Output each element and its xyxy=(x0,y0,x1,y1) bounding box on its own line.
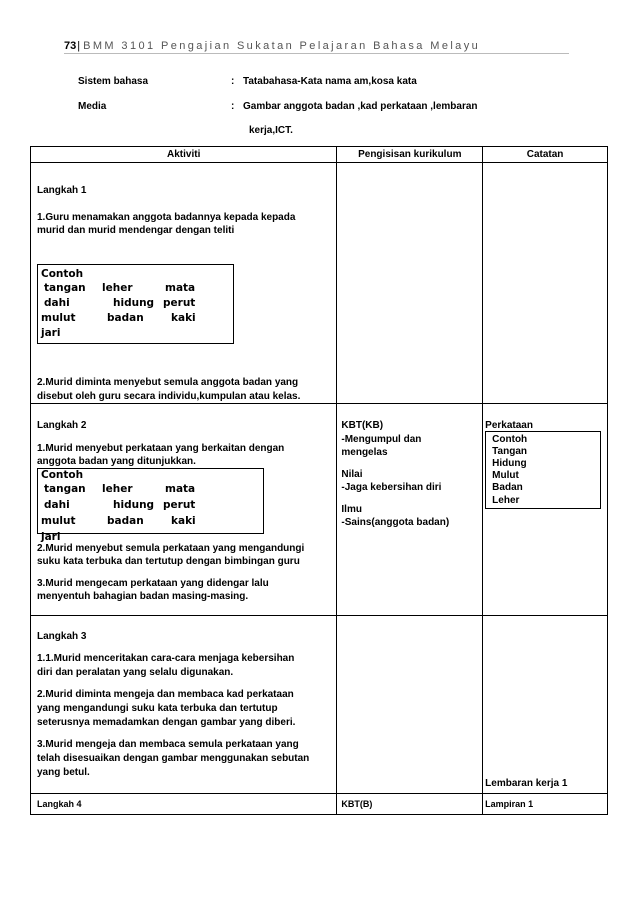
page-header xyxy=(64,40,480,52)
langkah1-example-box xyxy=(37,264,234,344)
langkah3-aktiviti-cell xyxy=(31,616,337,794)
meta-value-media: Gambar anggota badan ,kad perkataan ,lembaran xyxy=(243,101,478,112)
kurikulum-kbt: KBT(KB) xyxy=(341,420,384,431)
lesson-table xyxy=(30,146,608,815)
table-header-row xyxy=(31,147,608,163)
kurikulum-kbt-line1: -Mengumpul dan xyxy=(341,434,422,445)
table-row-langkah4 xyxy=(31,794,608,815)
kurikulum-nilai-value: -Jaga kebersihan diri xyxy=(341,482,442,493)
example-word: hidung xyxy=(113,297,155,309)
langkah4-aktiviti-cell xyxy=(31,794,337,815)
table-row-langkah3 xyxy=(31,616,608,794)
langkah2-step1-line2: anggota badan yang ditunjukkan. xyxy=(37,456,196,467)
langkah2-step3-line2: menyentuh bahagian badan masing-masing. xyxy=(37,591,249,602)
example-title: Contoh xyxy=(41,469,84,481)
kurikulum-kbt-line2: mengelas xyxy=(341,447,388,458)
langkah3-step1-line1: 1.1.Murid menceritakan cara-cara menjaga kebersihan xyxy=(37,653,295,664)
langkah1-step1-line1: 1.Guru menamakan anggota badannya kepada kepada xyxy=(37,212,296,223)
example-word: dahi xyxy=(44,499,70,511)
langkah1-step1-line2: murid dan murid mendengar dengan teliti xyxy=(37,225,235,236)
langkah3-kurikulum-cell xyxy=(337,616,483,794)
example-word: mata xyxy=(165,282,196,294)
langkah3-step2-line2: yang mengandungi suku kata terbuka dan tertutup xyxy=(37,703,278,714)
example-word: kaki xyxy=(171,312,196,324)
meta-label-media: Media xyxy=(78,101,107,112)
example-word: hidung xyxy=(113,499,155,511)
col-header-kurikulum: Pengisisan kurikulum xyxy=(337,147,483,163)
meta-value-sistem: Tatabahasa-Kata nama am,kosa kata xyxy=(243,76,417,87)
example-title: Contoh xyxy=(41,268,84,280)
header-separator: | xyxy=(77,40,81,52)
langkah3-catatan-cell xyxy=(483,616,608,794)
langkah2-step2-line2: suku kata terbuka dan tertutup dengan bimbingan guru xyxy=(37,556,300,567)
meta-sep-sistem: : xyxy=(231,76,235,87)
page-number: 73 xyxy=(64,40,77,52)
langkah2-title: Langkah 2 xyxy=(37,420,87,431)
langkah1-catatan-cell xyxy=(483,163,608,404)
langkah2-kurikulum-cell xyxy=(337,404,483,616)
langkah3-step3-line2: telah disesuaikan dengan gambar menggunakan sebutan xyxy=(37,753,310,764)
example-word: mata xyxy=(165,483,196,495)
langkah1-step2-line1: 2.Murid diminta menyebut semula anggota badan yang xyxy=(37,377,299,388)
example-word: leher xyxy=(102,483,133,495)
langkah4-catatan-cell xyxy=(483,794,608,815)
catatan-word: Leher xyxy=(492,495,520,506)
langkah1-aktiviti-cell xyxy=(31,163,337,404)
langkah4-title: Langkah 4 xyxy=(37,799,82,809)
kurikulum-nilai: Nilai xyxy=(341,469,363,480)
table-row-langkah1 xyxy=(31,163,608,404)
example-word: tangan xyxy=(44,282,86,294)
example-word: jari xyxy=(41,531,61,543)
catatan-word: Tangan xyxy=(492,446,527,457)
meta-sep-media: : xyxy=(231,101,235,112)
kurikulum-ilmu-value: -Sains(anggota badan) xyxy=(341,517,450,528)
example-word: mulut xyxy=(41,515,76,527)
langkah1-title: Langkah 1 xyxy=(37,185,87,196)
langkah4-catatan: Lampiran 1 xyxy=(485,799,534,809)
example-word: badan xyxy=(107,312,144,324)
langkah3-step1-line2: diri dan peralatan yang selalu digunakan. xyxy=(37,667,234,678)
example-word: jari xyxy=(41,327,61,339)
meta-value-media-2: kerja,ICT. xyxy=(249,125,293,136)
catatan-lembaran-kerja: Lembaran kerja 1 xyxy=(485,778,568,789)
course-title: BMM 3101 Pengajian Sukatan Pelajaran Bahasa Melayu xyxy=(83,40,481,52)
catatan-word: Mulut xyxy=(492,470,519,481)
example-word: kaki xyxy=(171,515,196,527)
example-word: badan xyxy=(107,515,144,527)
langkah3-step3-line3: yang betul. xyxy=(37,767,90,778)
langkah1-kurikulum-cell xyxy=(337,163,483,404)
langkah4-kurikulum: KBT(B) xyxy=(341,799,373,809)
langkah2-step2-line1: 2.Murid menyebut semula perkataan yang mengandungi xyxy=(37,543,305,554)
langkah3-step3-line1: 3.Murid mengeja dan membaca semula perkataan yang xyxy=(37,739,299,750)
header-rule xyxy=(64,53,569,54)
example-word: tangan xyxy=(44,483,86,495)
col-header-catatan: Catatan xyxy=(483,147,608,163)
example-word: dahi xyxy=(44,297,70,309)
kurikulum-ilmu: Ilmu xyxy=(341,504,362,515)
langkah2-example-box xyxy=(37,468,264,543)
table-row-langkah2 xyxy=(31,404,608,616)
example-word: mulut xyxy=(41,312,76,324)
langkah2-step3-line1: 3.Murid mengecam perkataan yang didengar lalu xyxy=(37,578,269,589)
langkah2-aktiviti-cell xyxy=(31,404,337,616)
langkah2-catatan-cell xyxy=(483,404,608,616)
langkah3-title: Langkah 3 xyxy=(37,631,87,642)
catatan-word-box xyxy=(485,431,601,509)
langkah1-step2-line2: disebut oleh guru secara individu,kumpulan atau kelas. xyxy=(37,391,301,402)
catatan-word: Badan xyxy=(492,482,523,493)
langkah3-step2-line3: seterusnya memadamkan dengan gambar yang diberi. xyxy=(37,717,296,728)
langkah3-step2-line1: 2.Murid diminta mengeja dan membaca kad perkataan xyxy=(37,689,294,700)
example-word: leher xyxy=(102,282,133,294)
catatan-word: Hidung xyxy=(492,458,527,469)
col-header-aktiviti: Aktiviti xyxy=(31,147,337,163)
catatan-word: Contoh xyxy=(492,434,528,445)
langkah4-kurikulum-cell xyxy=(337,794,483,815)
catatan-perkataan-title: Perkataan xyxy=(485,420,533,431)
example-word: perut xyxy=(163,499,196,511)
example-word: perut xyxy=(163,297,196,309)
langkah2-step1-line1: 1.Murid menyebut perkataan yang berkaitan dengan xyxy=(37,443,285,454)
meta-label-sistem: Sistem bahasa xyxy=(78,76,149,87)
